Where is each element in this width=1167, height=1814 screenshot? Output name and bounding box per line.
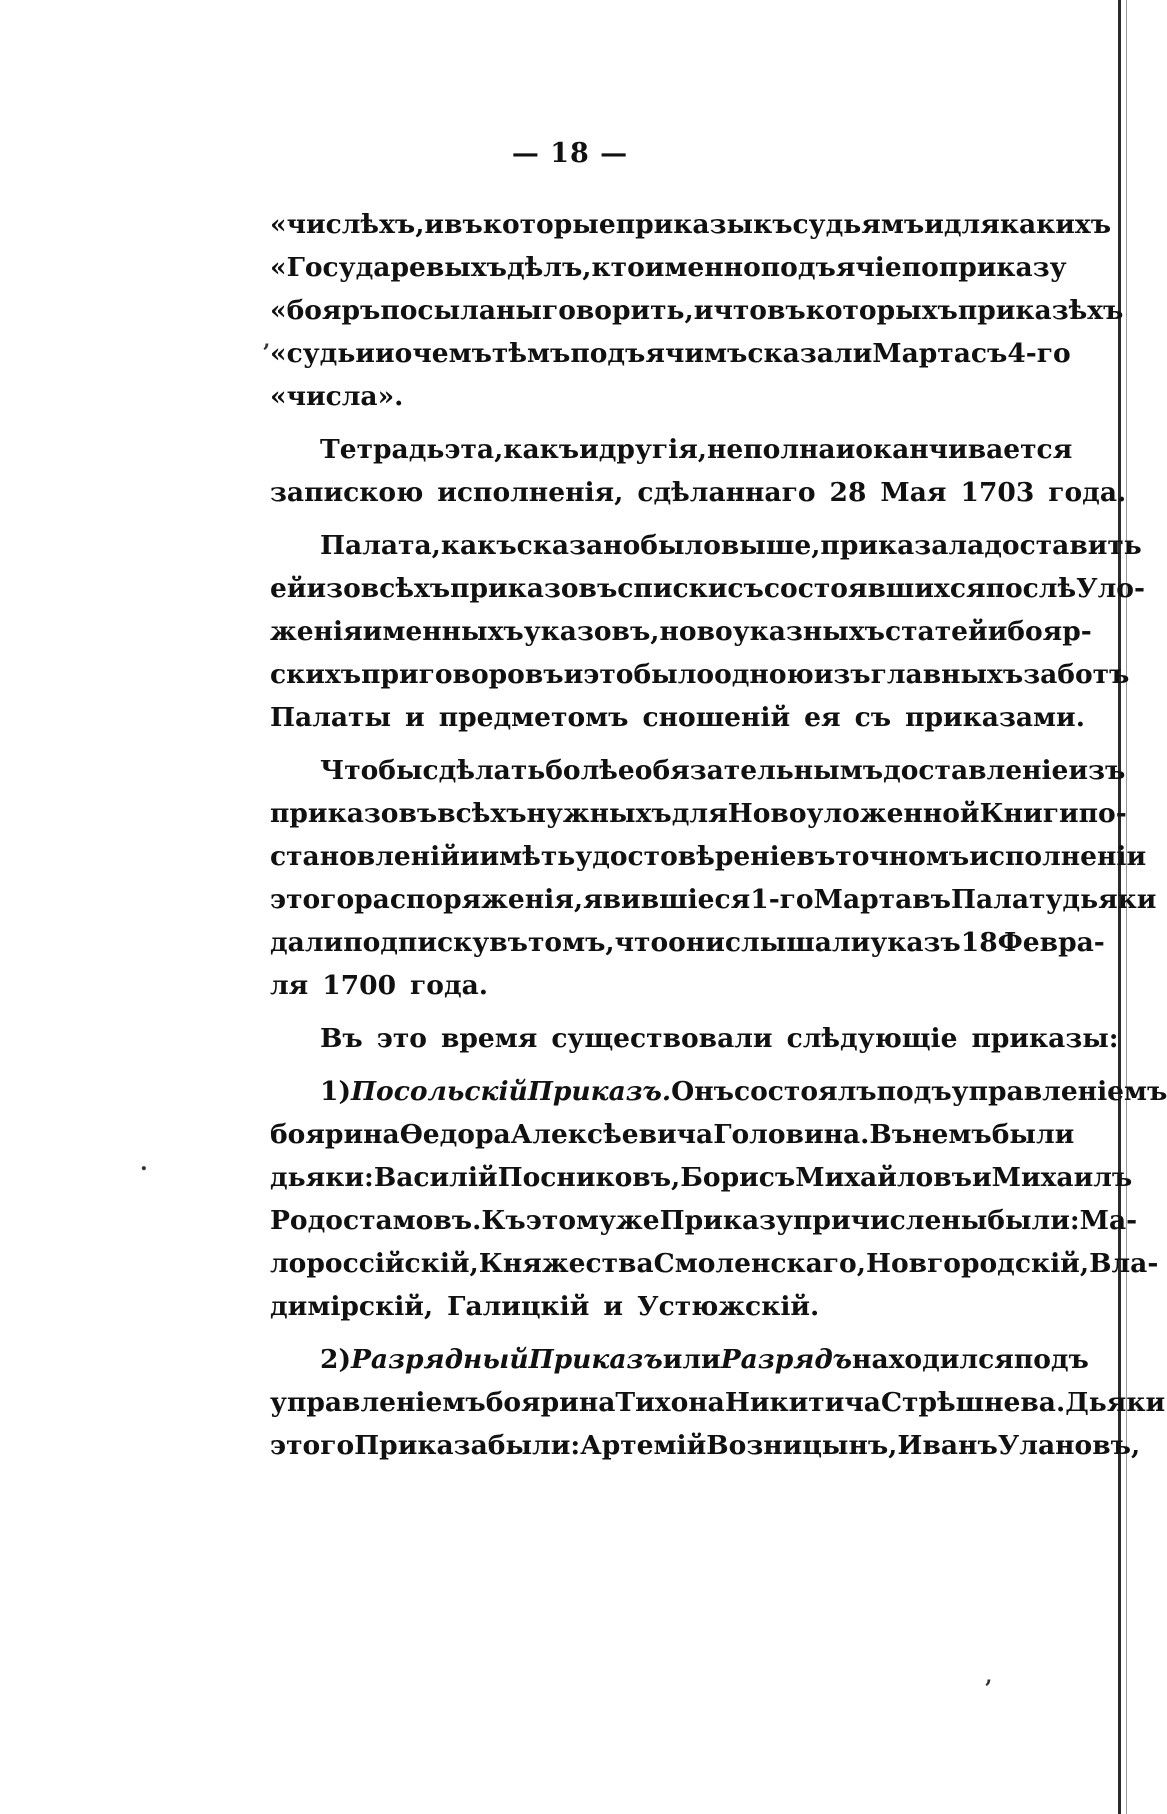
word: Возницынъ, — [706, 1430, 898, 1461]
word: состоялъ — [733, 1076, 877, 1107]
word: и — [693, 295, 714, 326]
word: Вла- — [1089, 1248, 1159, 1279]
text-line — [270, 837, 1147, 877]
word: предметомъ — [438, 702, 629, 733]
text-line — [270, 655, 1130, 695]
word: существовали — [551, 1023, 773, 1054]
text-line — [320, 1019, 1119, 1059]
word: Галицкій — [447, 1291, 590, 1322]
word: Приказу — [659, 1205, 794, 1236]
word: кто — [591, 252, 645, 283]
text-line — [270, 569, 1145, 609]
page-number: — 18 — — [511, 138, 629, 169]
word: Михаилъ — [991, 1162, 1133, 1193]
word: становленій — [270, 841, 460, 872]
word: и — [579, 434, 599, 465]
word: болѣе — [545, 755, 635, 786]
word: по- — [1078, 798, 1127, 829]
word: въ — [912, 884, 951, 915]
word: приказовъ — [270, 798, 438, 829]
word: или — [662, 1344, 721, 1375]
word: съ — [727, 573, 764, 604]
word: всѣхъ — [360, 573, 451, 604]
word: въ — [796, 841, 836, 872]
word: «числѣхъ, — [270, 209, 425, 240]
word: съ — [970, 338, 1008, 369]
word: 2) — [320, 1344, 351, 1375]
word: «Государевыхъ — [270, 252, 507, 283]
word: Въ — [869, 1119, 913, 1150]
word: именныхъ — [362, 616, 524, 647]
word: Новгородскій, — [865, 1248, 1090, 1279]
word: и — [603, 1291, 624, 1322]
word: Палату — [950, 884, 1063, 915]
word: дали — [270, 927, 344, 958]
text-line — [320, 1072, 1167, 1112]
word: посыланы — [380, 295, 542, 326]
word: Марта — [872, 338, 971, 369]
text-line — [320, 1340, 1089, 1380]
word: Иванъ — [897, 1430, 998, 1461]
word: томъ, — [527, 927, 615, 958]
word: Книги — [979, 798, 1079, 829]
text-line — [270, 334, 1071, 374]
margin-mark: . — [140, 1150, 148, 1176]
text-line — [270, 205, 1112, 245]
word: Февра- — [997, 927, 1105, 958]
word: Смоленскаго, — [653, 1248, 866, 1279]
word: причислены — [793, 1205, 988, 1236]
word: изъ — [1068, 755, 1126, 786]
text-line — [270, 1287, 1040, 1327]
word: Новоуложенной — [727, 798, 980, 829]
word: Въ — [320, 1023, 363, 1054]
word: Никитича — [724, 1387, 881, 1418]
word: приказѣхъ — [957, 295, 1124, 326]
word: изо — [306, 573, 361, 604]
word: приказу — [938, 252, 1067, 283]
word: изъ — [813, 659, 871, 690]
word: и — [971, 1162, 992, 1193]
word: подписку — [343, 927, 490, 958]
word: 4-го — [1007, 338, 1071, 369]
word: бояр- — [1007, 616, 1092, 647]
word: сказали — [747, 338, 873, 369]
word: 1-го — [750, 884, 814, 915]
word: и — [405, 702, 425, 733]
word: подъ — [876, 1076, 952, 1107]
word: приговоровъ — [361, 659, 564, 690]
word: полна — [743, 434, 836, 465]
word: Уло- — [1076, 573, 1145, 604]
word: въ — [489, 927, 528, 958]
word: Стрѣшнева. — [880, 1387, 1066, 1418]
word: къ — [753, 209, 793, 240]
word: сношеній — [642, 702, 791, 733]
word: исполненіи — [969, 841, 1147, 872]
text-line — [320, 751, 1126, 791]
word: года. — [410, 970, 489, 1001]
word: приказы — [615, 209, 754, 240]
word: 1) — [320, 1076, 351, 1107]
word: Палаты — [270, 702, 392, 733]
word: это — [376, 1023, 427, 1054]
word: говорить, — [541, 295, 694, 326]
word: о — [394, 338, 413, 369]
word: удостовѣреніе — [575, 841, 797, 872]
word: для — [943, 209, 1000, 240]
text-line — [320, 430, 1073, 470]
word: 28 — [829, 477, 867, 508]
text-line — [270, 1244, 1159, 1284]
text-line — [270, 923, 1105, 963]
word: и — [459, 841, 480, 872]
word: не — [707, 434, 744, 465]
text-line — [270, 698, 1085, 738]
word: этого — [270, 884, 355, 915]
word: распоряженія, — [354, 884, 584, 915]
word: Мая — [880, 477, 947, 508]
word-italic: Разрядный — [350, 1344, 529, 1375]
word: скихъ — [270, 659, 362, 690]
word: Марта — [813, 884, 913, 915]
word: списки — [617, 573, 728, 604]
word: димірскій, — [270, 1291, 434, 1322]
word: ея — [804, 702, 841, 733]
word: Родостамовъ. — [270, 1205, 482, 1236]
word: слѣдующіе — [786, 1023, 958, 1054]
word: Онъ — [671, 1076, 734, 1107]
word: которые — [482, 209, 616, 240]
word: запискою — [270, 477, 424, 508]
word: въ — [766, 295, 806, 326]
word: слышали — [724, 927, 871, 958]
text-line — [270, 1115, 1075, 1155]
word: были: — [987, 1205, 1080, 1236]
word: Михайловъ — [795, 1162, 972, 1193]
word: подъячимъ — [570, 338, 748, 369]
word: Княжества — [478, 1248, 654, 1279]
word: и — [924, 209, 944, 240]
word: другія, — [598, 434, 708, 465]
word: Головина. — [713, 1119, 870, 1150]
word: же — [615, 1205, 660, 1236]
text-line — [270, 1201, 1138, 1241]
word: Палата, — [320, 530, 441, 561]
word-italic: Приказъ — [528, 1344, 663, 1375]
word: дьяки — [1062, 884, 1157, 915]
word: состоявшихся — [763, 573, 986, 604]
word: доставить — [984, 530, 1142, 561]
word: Дьяки — [1065, 1387, 1166, 1418]
word: приказовъ — [450, 573, 618, 604]
text-line — [270, 1383, 1166, 1423]
word: и — [563, 659, 584, 690]
word: приказами. — [905, 702, 1085, 733]
word: находился — [852, 1344, 1014, 1375]
word: по — [901, 252, 939, 283]
word: приказала — [820, 530, 985, 561]
word: эта, — [444, 434, 504, 465]
word: Устюжскій. — [637, 1291, 820, 1322]
word: время — [440, 1023, 538, 1054]
text-line — [320, 526, 1142, 566]
text-line — [270, 880, 1157, 920]
word: приказы: — [971, 1023, 1119, 1054]
word: одною — [714, 659, 814, 690]
text-line — [270, 794, 1127, 834]
word: это — [583, 659, 634, 690]
word: дьяки: — [270, 1162, 374, 1193]
word: тѣмъ — [491, 338, 571, 369]
word: заботъ — [1023, 659, 1130, 690]
word: послѣ — [985, 573, 1077, 604]
word: Къ — [481, 1205, 526, 1236]
word: Чтобы — [320, 755, 423, 786]
word: доставленіе — [883, 755, 1069, 786]
word: они — [668, 927, 725, 958]
word: нужныхъ — [526, 798, 672, 829]
word: что — [614, 927, 669, 958]
word: ей — [270, 573, 307, 604]
word: въ — [444, 209, 483, 240]
word: что — [713, 295, 767, 326]
word: для — [671, 798, 728, 829]
word: сдѣлать — [422, 755, 546, 786]
word: лороссійскій, — [270, 1248, 479, 1279]
word-italic: Посольскій — [350, 1076, 528, 1107]
word: Артемій — [580, 1430, 707, 1461]
word: выше, — [720, 530, 821, 561]
word: были: — [487, 1430, 581, 1461]
word: и — [987, 616, 1008, 647]
word: было — [640, 530, 721, 561]
word: какъ — [440, 530, 517, 561]
text-line — [270, 291, 1124, 331]
word: главныхъ — [870, 659, 1024, 690]
word: оканчивается — [855, 434, 1073, 465]
word: года. — [1048, 477, 1127, 508]
text-line — [270, 377, 1040, 417]
text-line — [270, 1158, 1133, 1198]
word: подъячіе — [760, 252, 902, 283]
word: этому — [525, 1205, 616, 1236]
word: управленіемъ — [951, 1076, 1167, 1107]
word: Посниковъ, — [497, 1162, 681, 1193]
word: управленіемъ — [270, 1387, 486, 1418]
word: какъ — [503, 434, 580, 465]
word: немъ — [912, 1119, 992, 1150]
word: какихъ — [999, 209, 1112, 240]
word: чемъ — [412, 338, 492, 369]
word: и — [374, 338, 395, 369]
word-italic: Приказъ. — [527, 1076, 672, 1107]
word: новоуказныхъ — [659, 616, 885, 647]
word-italic: Разрядъ — [720, 1344, 853, 1375]
word: были — [991, 1119, 1075, 1150]
word: съ — [854, 702, 892, 733]
word: Тетрадь — [320, 434, 445, 465]
word: Приказа — [354, 1430, 488, 1461]
word: обязательнымъ — [634, 755, 884, 786]
word: дѣлъ, — [506, 252, 592, 283]
word: сказано — [516, 530, 641, 561]
word: Өедора — [399, 1119, 511, 1150]
word: Борисъ — [680, 1162, 796, 1193]
margin-mark: ʼ — [262, 340, 270, 366]
word: Тихона — [615, 1387, 725, 1418]
word: точномъ — [835, 841, 970, 872]
text-line — [270, 473, 1127, 513]
word: Улановъ, — [997, 1430, 1141, 1461]
word: боярина — [485, 1387, 616, 1418]
word: «бояръ — [270, 295, 381, 326]
text-line — [270, 612, 1092, 652]
text-line — [270, 966, 1040, 1006]
word: «числа». — [270, 381, 404, 412]
word: всѣхъ — [437, 798, 527, 829]
word: Ма- — [1079, 1205, 1138, 1236]
word: 18 — [960, 927, 998, 958]
word: женія — [270, 616, 363, 647]
text-line — [270, 248, 1067, 288]
word: было — [633, 659, 715, 690]
word: 1703 — [960, 477, 1035, 508]
word: и — [835, 434, 856, 465]
word: судьямъ — [792, 209, 925, 240]
text-line — [270, 1426, 1141, 1466]
word: которыхъ — [805, 295, 958, 326]
word: явившіеся — [583, 884, 751, 915]
margin-mark: ʼ — [984, 1676, 992, 1702]
word: именно — [644, 252, 761, 283]
word: 1700 — [322, 970, 397, 1001]
word: указовъ, — [523, 616, 660, 647]
word: статей — [884, 616, 988, 647]
word: сдѣланнаго — [637, 477, 816, 508]
word: боярина — [270, 1119, 400, 1150]
word: подъ — [1013, 1344, 1089, 1375]
word: этого — [270, 1430, 355, 1461]
word: имѣть — [479, 841, 576, 872]
word: и — [424, 209, 445, 240]
word: ля — [270, 970, 309, 1001]
word: указъ — [870, 927, 961, 958]
word: исполненія, — [437, 477, 624, 508]
word: Алексѣевича — [510, 1119, 714, 1150]
word: Василій — [373, 1162, 498, 1193]
word: «судьи — [270, 338, 375, 369]
